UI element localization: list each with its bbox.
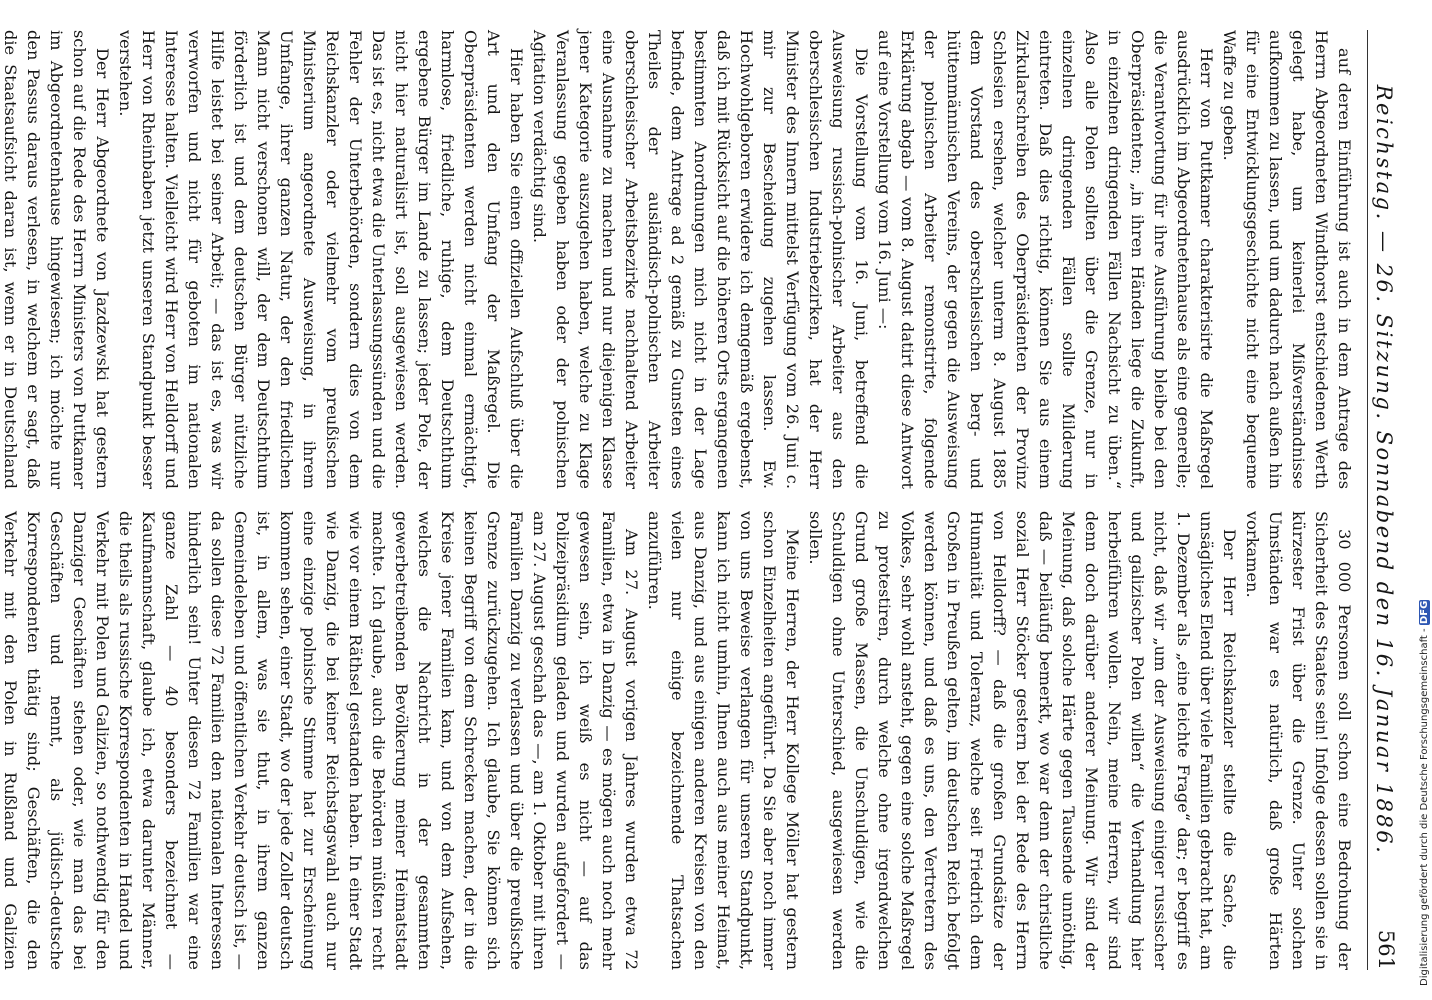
left-column-paragraph: auf deren Einführung ist auch in dem Antrage des Herrn Abgeordneten Windthorst entschiedenen Werth gelegt habe, um keinerlei Mißverständnisse aufkommen zu lassen, und um dadurch nach außen hin für eine Entwicklungsgeschichte nicht eine bequeme Waffe zu geben. <box>1220 30 1354 489</box>
left-column-paragraph: Hier haben Sie einen offiziellen Aufschluß über die Art und den Umfang der Maßregel. Die Oberpräsidenten werden nicht einmal ermächtigt, harmlose, friedliche, ruhige, dem Deutschthum ergebene Bürger im Lande zu lassen; jeder Pole, der nicht hier naturalisirt ist, soll ausgewiesen werden. Das ist es, nicht etwa die Unterlassungssünden und die Fehler der Unterbehörden, sondern dies von dem Reichskanzler oder vielmehr vom preußischen Ministerium angeordnete Ausweisung, in ihrem Umfange, ihrer ganzen Natur, der den friedlichen Mann nicht verschonen will, der dem Deutschthum förderlich ist und dem deutschen Bürger nützliche Hilfe leistet bei seiner Arbeit; — das ist es, was wir verworfen und nicht für geboten im nationalen Interesse halten. Vielleicht wird Herr von Helldorff und Herr von Rheinbaben jetzt unseren Standpunkt besser verstehen. <box>116 30 526 489</box>
right-column-paragraph: Meine Herren, der Herr Kollege Möller hat gestern schon Einzelheiten angeführt. Da Sie aber noch immer von uns Beweise verlangen für unseren Standpunkt, kann ich nicht umhin, Ihnen auch aus meiner Heimat, aus Danzig, und aus einigen anderen Kreisen von den vielen nur einige bezeichnende Thatsachen anzuführen. <box>645 511 802 970</box>
right-column-paragraph: Am 27. August vorigen Jahres wurden etwa 72 Familien, etwa in Danzig — es mögen auch noch mehr gewesen sein, ich weiß es nicht — auf das Polizeipräsidium geladen und wurden aufgefordert — am 27. August geschah das —, am 1. Oktober mit ihren Familien Danzig zu verlassen und über die preußische Grenze zurückzugehen. Ich glaube, Sie können sich keinen Begriff von dem Schrecken machen, der in die Kreise jener Familien kam, und von dem Aufsehen, welches die Nachricht in der gesammten gewerbetreibenden Bevölkerung meiner Heimatstadt machte. Ich glaube, auch die Behörden müßten recht wie vor einem Räthsel gestanden haben. In einer Stadt wie Danzig, die bei keiner Reichstagswahl auch nur eine einzige polnische Stimme hat zur Erscheinung kommen sehen, einer Stadt, wo der jede Zoller deutsch ist, in allem, was sie thut, in ihrem ganzen Gemeindeleben und öffentlichen Verkehr deutsch ist, — da sollen diese 72 Familien den nationalen Interessen hinderlich sein! Unter diesen 72 Familien war eine ganze Zahl — 40 besonders bezeichnet — Kaufmannschaft, glaube ich, etwa darunter Männer, die theils als russische Korrespondenten in Handel und Verkehr mit Polen und Galizien, so nothwendig für den Danziger Geschäften stehen oder, wie man das bei Geschäften und nennt, als jüdisch-deutsche Korrespondenten thätig sind; Geschäften, die den Verkehr mit den Polen in Rußland und Galizien <box>1 511 641 970</box>
page-number: 561 <box>1374 929 1398 970</box>
right-column <box>1 511 1356 970</box>
newspaper-page <box>1 20 1408 980</box>
dfg-badge: DFG <box>1419 600 1430 625</box>
text-columns <box>1 30 1356 970</box>
right-column-paragraph: Der Herr Reichskanzler stellte die Sache, die unsägliches Elend über viele Familien gebracht hat, am 1. Dezember als „eine leichte Frage“ dar; er begriff es nicht, daß wir „um der Ausweisung einiger russischer und galizischer Polen willen“ die Verhandlung hier herbeiführen wollen. Nein, meine Herren, wir sind denn doch darüber anderer Meinung. Wir sind der Meinung, daß solche Härte gegen Tausende unnöthig, daß — beiläufig bemerkt, wo war denn der christliche sozial Herr Stöcker gestern bei der Rede des Herrn von Helldorff? — daß die großen Grundsätze der Humanität und Toleranz, welche seit Friedrich dem Großen in Preußen gelten, im deutschen Reich befolgt werden können, und daß es uns, den Vertretern des Volkes, sehr wohl ansteht, gegen eine solche Maßregel zu protestiren, durch welche ohne irgendwelchen Grund große Massen, die Unschuldigen, wie die Schuldigen ohne Unterschied, ausgewiesen werden sollen. <box>806 511 1239 970</box>
running-head: Reichstag. — 26. Sitzung. Sonnabend den 16. Januar 1886. <box>1372 84 1396 856</box>
left-column-paragraph: Der Herr Abgeordnete von Jazdzewski hat gestern schon auf die Rede des Herrn Ministers von Puttkamer im Abgeordnetenhause hingewiesen; ich möchte nur den Passus daraus verlesen, in welchem er sagt, daß die Staatsaufsicht daran ist, wenn er in Deutschland <box>1 30 112 489</box>
left-column <box>1 30 1356 489</box>
digitization-text: Digitalisierung gefördert durch die Deutsche Forschungsgemeinschaft - <box>1419 628 1430 986</box>
digitization-note <box>1419 14 1430 986</box>
left-column-paragraph: Die Vorstellung vom 16. Juni, betreffend die Ausweisung russisch-polnischer Arbeiter aus den oberschlesischen Industriebezirken, hat der Herr Minister des Innern mittelst Verfügung vom 26. Juni c. mir zur Bescheidung zugehen lassen. Ew. Hochwohlgeboren erwidere ich demgemäß ergebenst, daß ich mit Rücksicht auf die höheren Orts ergangenen bestimmten Anordnungen mich nicht in der Lage befinde, dem Antrage ad 2 gemäß zu Gunsten eines Theiles der ausländisch-polnischen Arbeiter oberschlesischer Arbeitsbezirke nachhaltend Arbeiter eine Ausnahme zu machen und nur diejenigen Klasse jener Kategorie auszugehen haben, welche zu Klage Veranlassung gegeben haben oder der polnischen Agitation verdächtig sind. <box>530 30 871 489</box>
right-column-paragraph: 30 000 Personen soll schon eine Bedrohung der Sicherheit des Staates sein! Infolge dessen sollen sie in kürzester Frist über die Grenze. Unter solchen Umständen war es natürlich, daß große Härten vorkamen. <box>1243 511 1354 970</box>
page-header <box>1367 30 1408 970</box>
left-column-paragraph: Herr von Puttkamer charakterisirte die Maßregel ausdrücklich im Abgeordnetenhause als eine generelle; die Verantwortung für ihre Ausführung bleibe bei den Oberpräsidenten; „in ihren Händen liege die Zukunft, in einzelnen dringenden Fällen Nachsicht zu üben.“ Also alle Polen sollten über die Grenze, nur in einzelnen dringenden Fällen sollte Milderung eintreten. Daß dies richtig, können Sie aus einem Zirkularschreiben des Oberpräsidenten der Provinz Schlesien ersehen, welcher unterm 8. August 1885 dem Vorstand des oberschlesischen berg- und hüttenmännischen Vereins, der gegen die Ausweisung der polnischen Arbeiter remonstrirte, folgende Erklärung abgab — vom 8. August datirt diese Antwort auf eine Vorstellung vom 16. Juni —: <box>875 30 1216 489</box>
